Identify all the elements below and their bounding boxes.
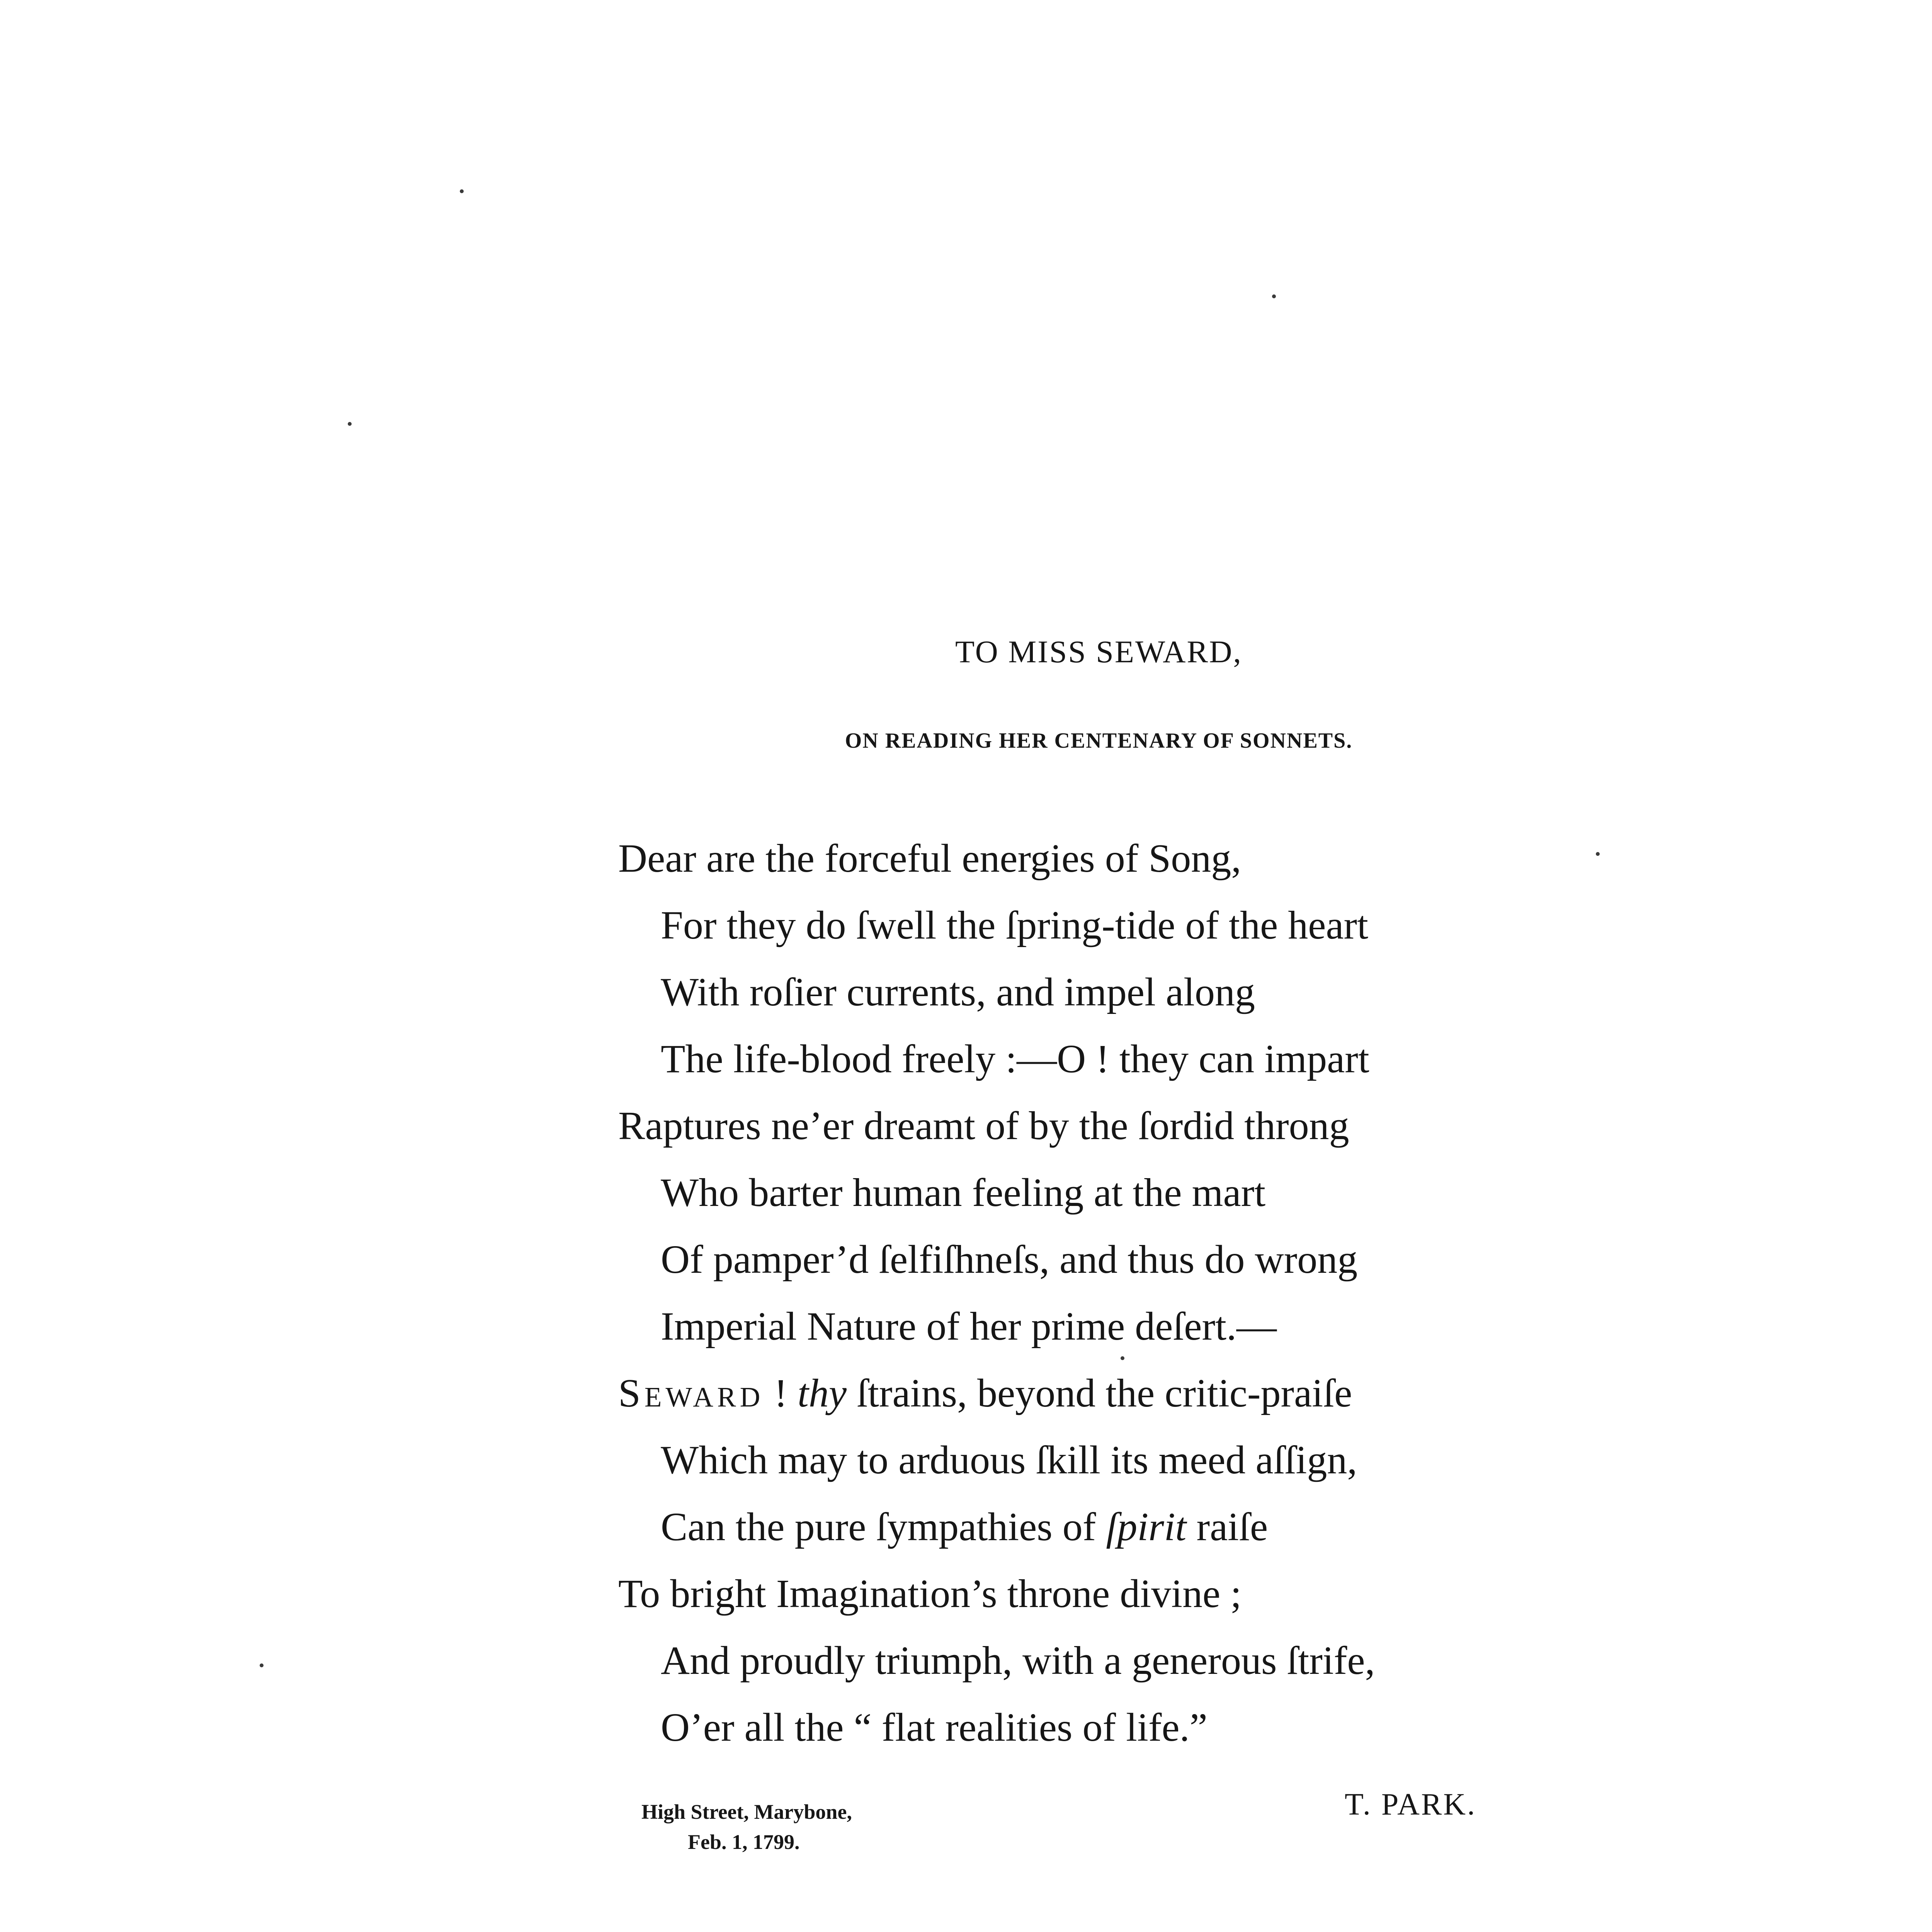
poem-line-10: Which may to arduous ſkill its meed aſſign, [661, 1438, 1357, 1482]
exclamation: ! [764, 1371, 798, 1415]
emphasized-word: thy [798, 1371, 847, 1415]
author-signature: T. PARK. [1345, 1787, 1476, 1821]
poem-line-6: Who barter human feeling at the mart [661, 1170, 1266, 1215]
scan-speck [260, 1663, 264, 1667]
poem-line-7: Of pamper’d ſelfiſhneſs, and thus do wrong [661, 1237, 1358, 1282]
line-end: raiſe [1186, 1505, 1268, 1549]
poem-line-2: For they do ſwell the ſpring-tide of the heart [661, 903, 1369, 947]
poem-line-14: O’er all the “ flat realities of life.” [661, 1705, 1208, 1750]
poem-line-11 [618, 1493, 1662, 1560]
poem-line-12: To bright Imagination’s throne divine ; [618, 1571, 1242, 1616]
emphasized-word: ſpirit [1106, 1505, 1187, 1549]
poem-line-8: Imperial Nature of her prime deſert.— [661, 1304, 1277, 1349]
line-remainder: ſtrains, beyond the critic-praiſe [847, 1371, 1352, 1415]
poem-line-4: The life-blood freely :—O ! they can impart [661, 1037, 1369, 1081]
place-line: High Street, Marybone, [641, 1800, 852, 1823]
poem-line-13: And proudly triumph, with a generous ſtrife, [661, 1638, 1375, 1683]
poem-line-3: With roſier currents, and impel along [661, 970, 1255, 1014]
line-start: Can the pure ſympathies of [661, 1505, 1106, 1549]
sonnet [618, 825, 1662, 1761]
addressee-name: Seward [618, 1371, 764, 1415]
poem-line-1: Dear are the forceful energies of Song, [618, 836, 1242, 881]
scan-speck [1121, 1356, 1124, 1360]
scan-speck [1596, 852, 1600, 856]
scan-speck [1272, 294, 1276, 298]
place-and-date [641, 1797, 852, 1857]
scan-speck [348, 422, 352, 426]
poem-line-9 [618, 1360, 1662, 1427]
poem-title: TO MISS SEWARD, [955, 634, 1242, 669]
poem-subtitle: ON READING HER CENTENARY OF SONNETS. [845, 729, 1353, 753]
poem-line-5: Raptures ne’er dreamt of by the ſordid throng [618, 1104, 1349, 1148]
scan-speck [460, 189, 464, 193]
date-line: Feb. 1, 1799. [688, 1830, 800, 1854]
